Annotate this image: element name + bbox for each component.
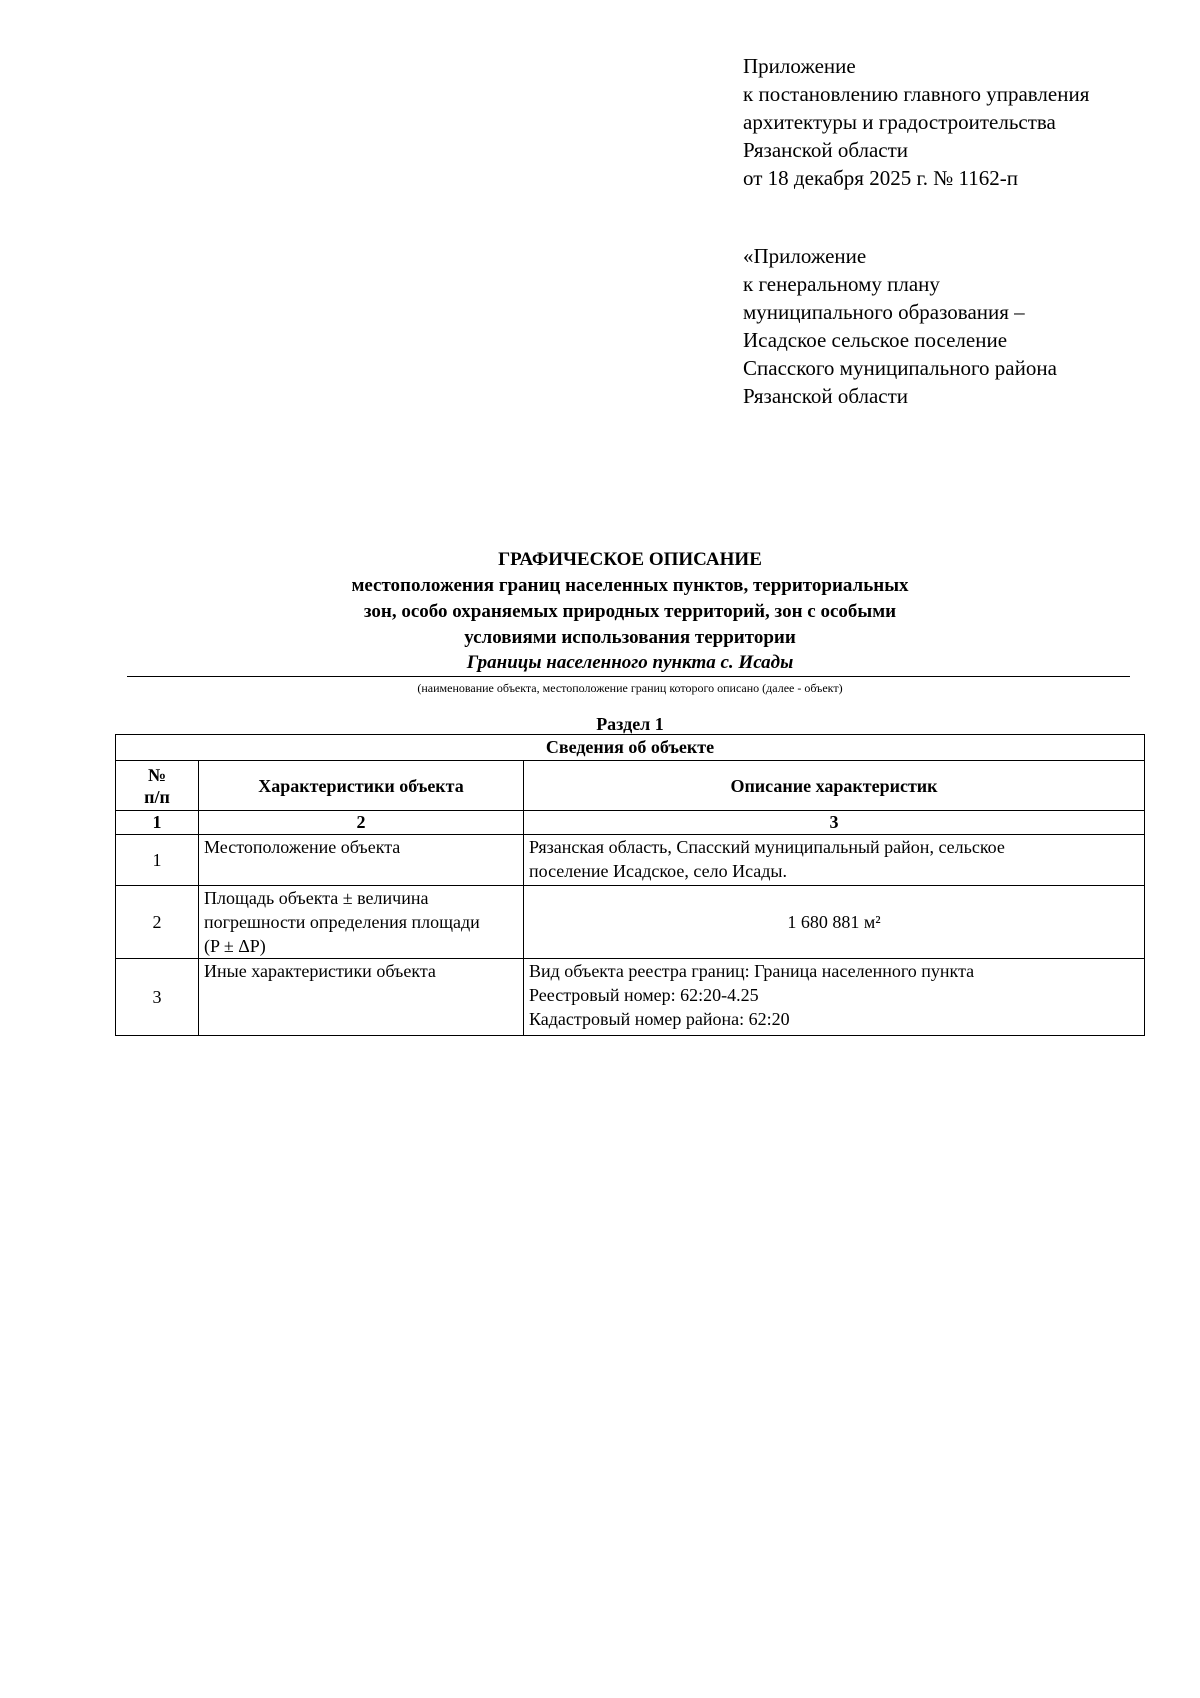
object-info-table — [115, 734, 1145, 1036]
plan-appendix-line: к генеральному плану — [743, 272, 940, 296]
column-number-row — [116, 811, 1145, 835]
document-title — [0, 547, 1200, 651]
row-index: 1 — [116, 835, 199, 886]
cell-line: Вид объекта реестра границ: Граница населенного пункта — [529, 961, 975, 981]
document-title-line: зон, особо охраняемых природных территорий, зон с особыми — [363, 601, 897, 622]
header-num-line: № — [147, 764, 167, 785]
row-characteristic — [199, 835, 524, 886]
document-title-line: местоположения границ населенных пунктов, территориальных — [351, 575, 909, 596]
cell-line: Реестровый номер: 62:20-4.25 — [529, 985, 759, 1005]
cell-line: Иные характеристики объекта — [204, 961, 436, 981]
header-num — [116, 761, 199, 811]
table-caption: Сведения об объекте — [116, 735, 1145, 761]
column-number: 3 — [524, 811, 1145, 835]
document-title-main: ГРАФИЧЕСКОЕ ОПИСАНИЕ — [498, 549, 762, 570]
cell-line: Местоположение объекта — [204, 837, 401, 857]
header-description: Описание характеристик — [524, 761, 1145, 811]
plan-appendix-line: муниципального образования – — [743, 300, 1025, 324]
cell-line: Кадастровый номер района: 62:20 — [529, 1009, 790, 1029]
row-index: 2 — [116, 886, 199, 959]
column-number: 2 — [199, 811, 524, 835]
table-row — [116, 835, 1145, 886]
table-row — [116, 959, 1145, 1036]
row-characteristic — [199, 886, 524, 959]
cell-line: Рязанская область, Спасский муниципальный район, сельское — [529, 837, 1005, 857]
object-name-note: (наименование объекта, местоположение границ которого описано (далее - объект) — [417, 681, 843, 695]
table-row — [116, 886, 1145, 959]
plan-appendix-line: «Приложение — [743, 244, 867, 268]
appendix-line: архитектуры и градостроительства — [743, 110, 1056, 134]
plan-appendix-line: Спасского муниципального района — [743, 356, 1057, 380]
row-description — [524, 959, 1145, 1036]
row-characteristic — [199, 959, 524, 1036]
cell-line: (P ± ΔP) — [204, 936, 266, 956]
column-number: 1 — [116, 811, 199, 835]
cell-line: поселение Исадское, село Исады. — [529, 861, 788, 881]
row-index: 3 — [116, 959, 199, 1036]
resolution-appendix-header — [743, 52, 1089, 192]
header-num-line: п/п — [144, 786, 170, 807]
cell-line: погрешности определения площади — [204, 912, 480, 932]
object-name-underline — [127, 676, 1130, 677]
appendix-line: Приложение — [743, 54, 856, 78]
table-header-row — [116, 761, 1145, 811]
row-description — [524, 886, 1145, 959]
plan-appendix-line: Рязанской области — [743, 384, 909, 408]
cell-line: Площадь объекта ± величина — [204, 888, 429, 908]
appendix-line: к постановлению главного управления — [743, 82, 1090, 106]
header-characteristic: Характеристики объекта — [199, 761, 524, 811]
table-caption-row — [116, 735, 1145, 761]
row-description — [524, 835, 1145, 886]
appendix-line: от 18 декабря 2025 г. № 1162-п — [743, 166, 1018, 190]
document-title-line: условиями использования территории — [464, 627, 796, 648]
cell-line: 1 680 881 м² — [787, 912, 881, 932]
appendix-line: Рязанской области — [743, 138, 909, 162]
section-title: Раздел 1 — [596, 714, 664, 734]
general-plan-appendix-header — [743, 242, 1057, 410]
object-name: Границы населенного пункта с. Исады — [466, 652, 794, 673]
plan-appendix-line: Исадское сельское поселение — [743, 328, 1008, 352]
